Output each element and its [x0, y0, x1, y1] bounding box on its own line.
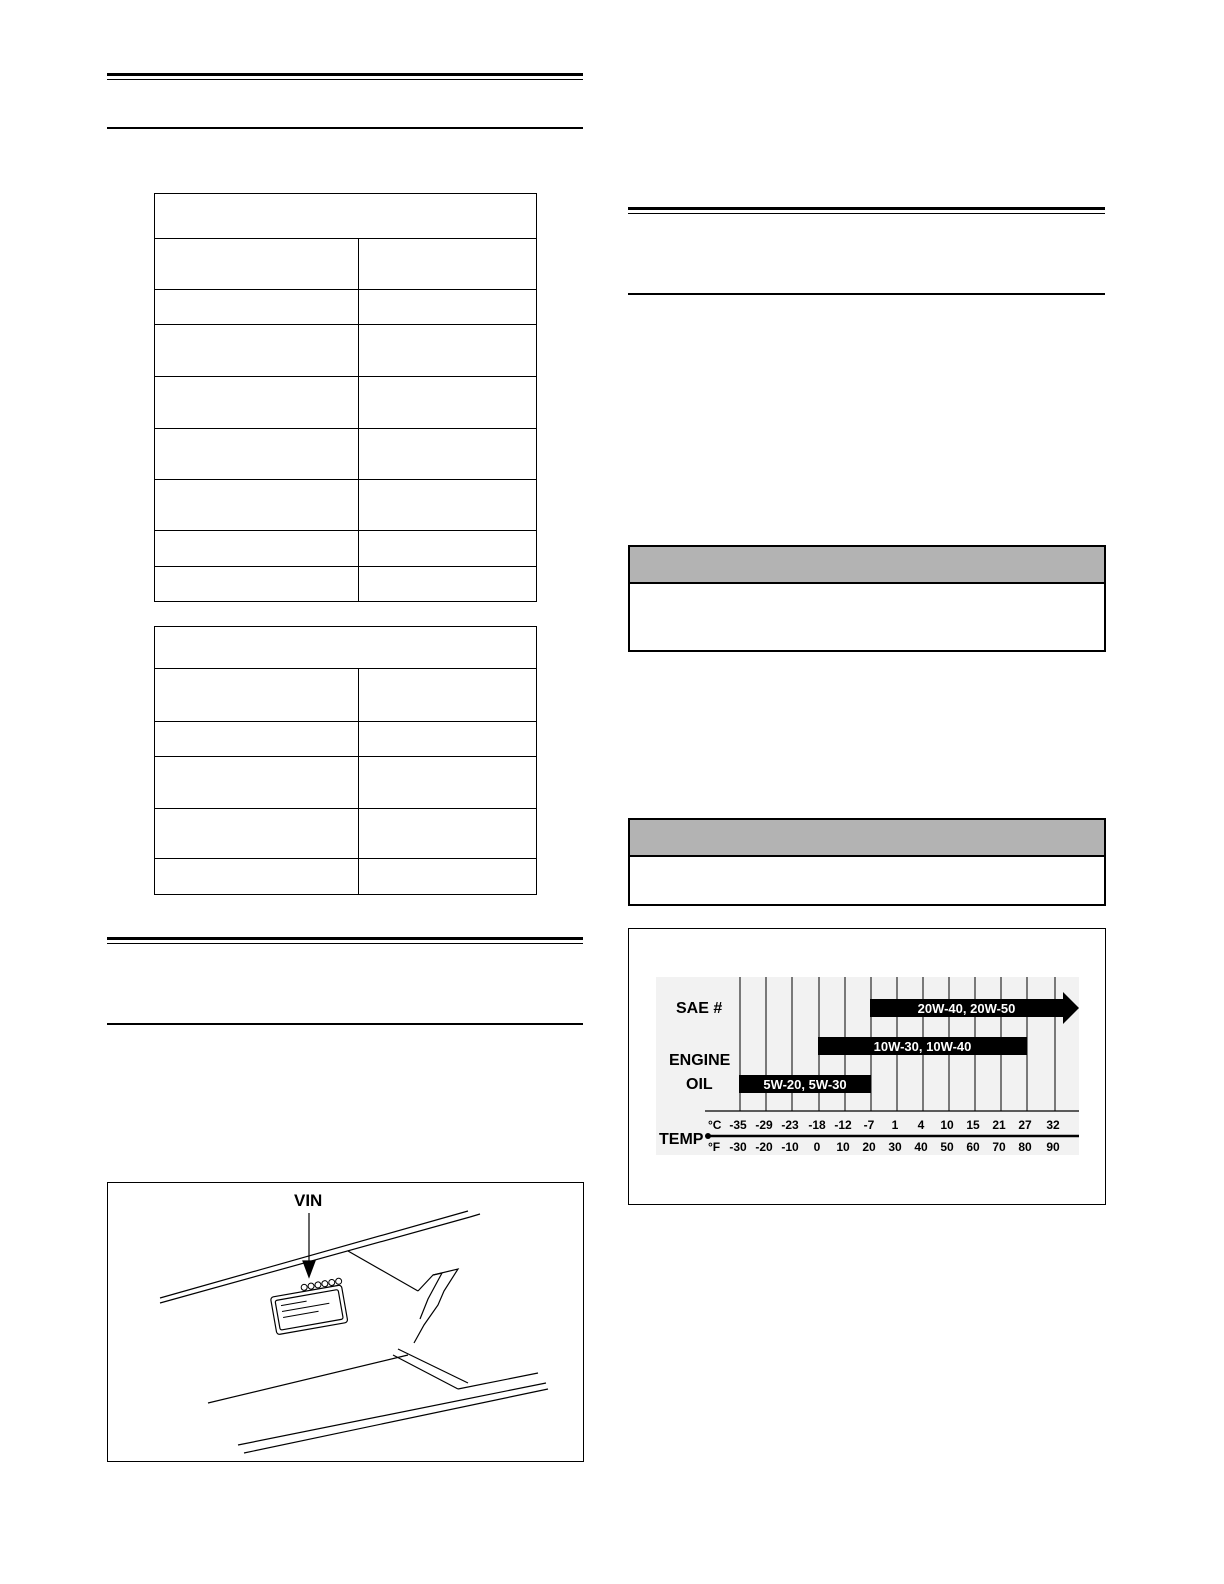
engine-label: ENGINE [669, 1052, 731, 1069]
table-row [155, 567, 537, 602]
viscosity-bar-label: 20W-40, 20W-50 [917, 1001, 1016, 1016]
fahrenheit-tick-label: 90 [1046, 1140, 1060, 1154]
celsius-tick-label: 32 [1046, 1118, 1060, 1132]
fahrenheit-tick-label: -30 [729, 1140, 747, 1154]
section-header-rule-top [107, 937, 583, 940]
section-header-rule-bottom [107, 127, 583, 129]
vin-location-figure [107, 1182, 584, 1462]
fahrenheit-tick-label: -10 [781, 1140, 799, 1154]
table-row [155, 480, 537, 531]
vin-illustration [108, 1183, 583, 1461]
celsius-tick-label: 27 [1018, 1118, 1032, 1132]
note-box-2 [628, 818, 1106, 906]
note-header [630, 820, 1104, 857]
section-header-rule-top-2 [107, 943, 583, 944]
fahrenheit-tick-label: 30 [888, 1140, 902, 1154]
fahrenheit-tick-label: 80 [1018, 1140, 1032, 1154]
note-box-1 [628, 545, 1106, 652]
table-row [155, 669, 537, 722]
celsius-tick-label: -7 [863, 1118, 875, 1132]
celsius-tick-label: -29 [755, 1118, 773, 1132]
fahrenheit-tick-label: 10 [836, 1140, 850, 1154]
section-header-rule-top-2 [628, 213, 1105, 214]
fahrenheit-tick-label: 20 [862, 1140, 876, 1154]
table-row [155, 290, 537, 325]
axis-dot [705, 1133, 711, 1139]
fahrenheit-unit: °F [708, 1140, 721, 1154]
celsius-tick-label: 4 [917, 1118, 925, 1132]
vin-label: VIN [294, 1191, 323, 1210]
section-header-rule-top-2 [107, 79, 583, 80]
table-row [155, 722, 537, 757]
table-row [155, 377, 537, 429]
section-header-rule-bottom [628, 293, 1105, 295]
celsius-tick-label: -12 [834, 1118, 852, 1132]
celsius-unit: °C [708, 1118, 722, 1132]
celsius-tick-label: -35 [729, 1118, 747, 1132]
viscosity-bar-label: 5W-20, 5W-30 [763, 1077, 847, 1092]
section-header-rule-bottom [107, 1023, 583, 1025]
section-header-rule-top [107, 73, 583, 76]
celsius-tick-label: -23 [781, 1118, 799, 1132]
fahrenheit-tick-label: 40 [914, 1140, 928, 1154]
viscosity-bar-label: 10W-30, 10W-40 [873, 1039, 972, 1054]
oil-viscosity-chart [629, 929, 1105, 1204]
oil-label: OIL [686, 1076, 713, 1093]
table-header-row [155, 194, 537, 239]
fahrenheit-tick-label: 0 [813, 1140, 821, 1154]
celsius-tick-label: 10 [940, 1118, 954, 1132]
table-row [155, 757, 537, 809]
oil-viscosity-figure [628, 928, 1106, 1205]
table-row [155, 531, 537, 567]
table-row [155, 809, 537, 859]
table-row [155, 239, 537, 290]
section-header-rule-top [628, 207, 1105, 210]
celsius-tick-label: -18 [808, 1118, 826, 1132]
spec-table-2 [154, 626, 537, 895]
fahrenheit-tick-label: 60 [966, 1140, 980, 1154]
table-row [155, 429, 537, 480]
table-row [155, 859, 537, 895]
fahrenheit-tick-label: 70 [992, 1140, 1006, 1154]
sae-label: SAE # [676, 1000, 723, 1017]
table-header-row [155, 627, 537, 669]
note-header [630, 547, 1104, 584]
celsius-tick-label: 21 [992, 1118, 1006, 1132]
spec-table-1 [154, 193, 537, 602]
fahrenheit-tick-label: 50 [940, 1140, 954, 1154]
celsius-tick-label: 1 [891, 1118, 899, 1132]
temp-label: TEMP [659, 1131, 704, 1148]
table-row [155, 325, 537, 377]
fahrenheit-tick-label: -20 [755, 1140, 773, 1154]
celsius-tick-label: 15 [966, 1118, 980, 1132]
